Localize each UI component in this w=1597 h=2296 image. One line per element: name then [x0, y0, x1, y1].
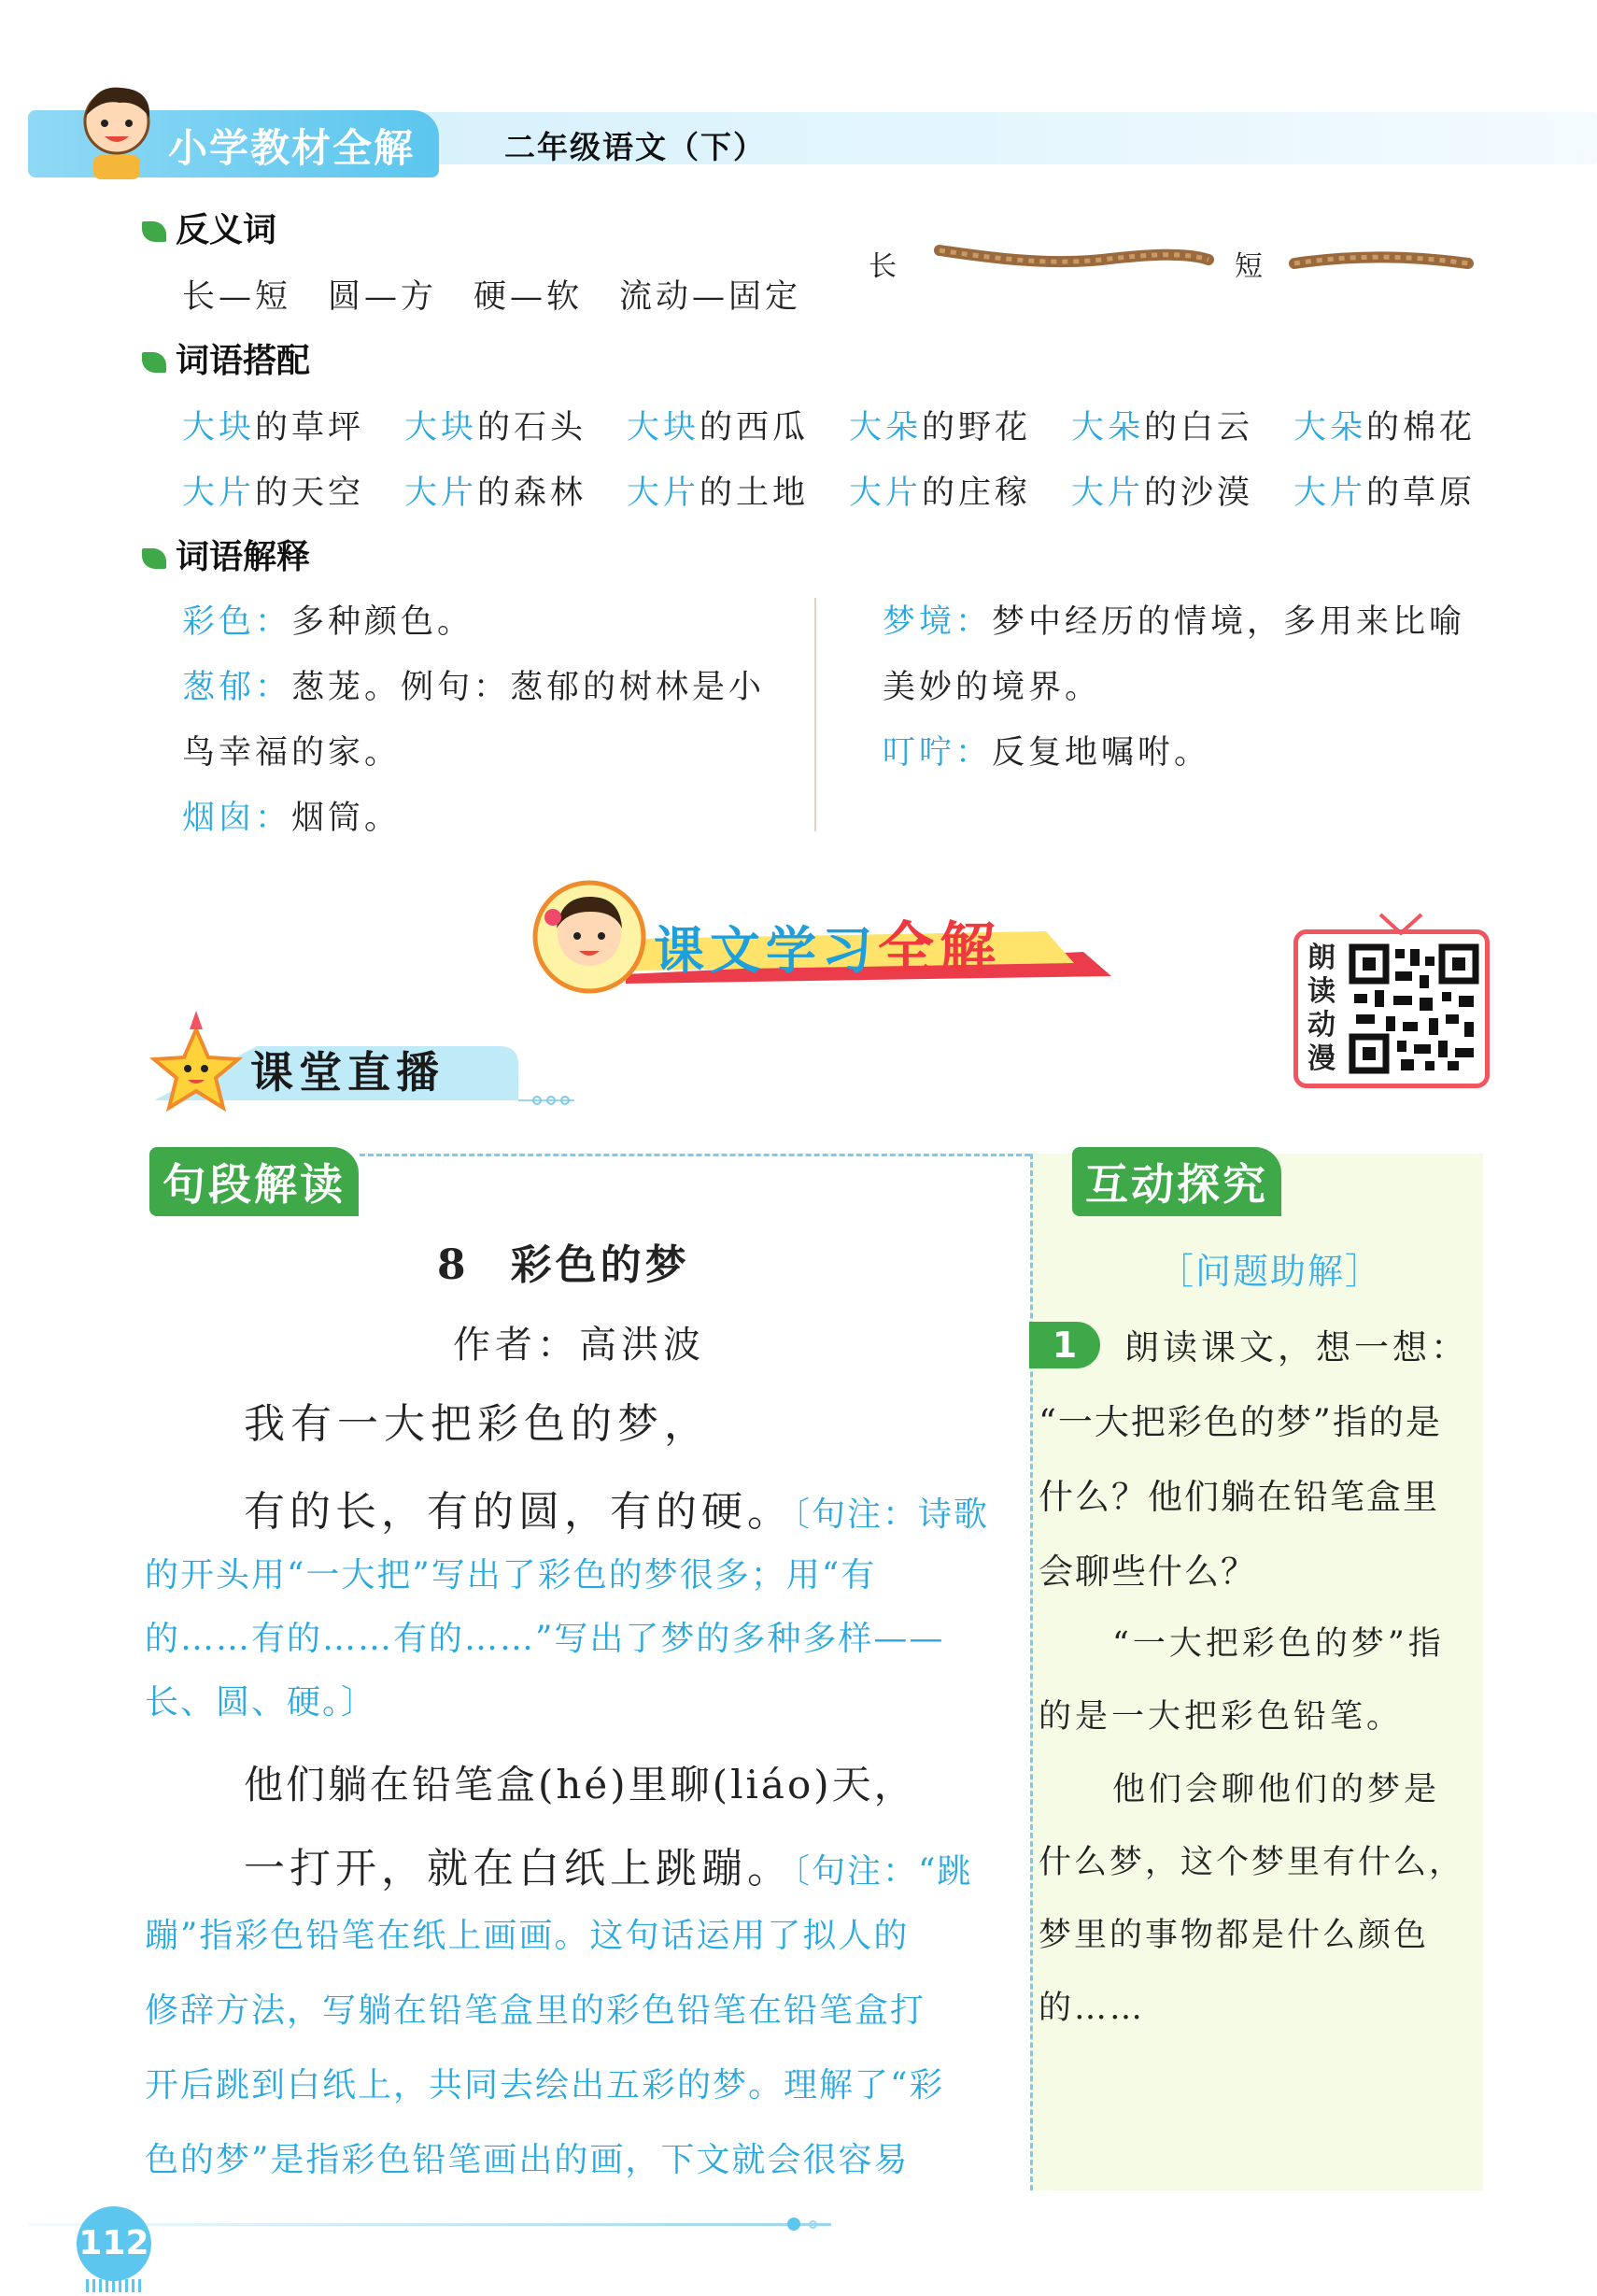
- qa-body: [1039, 1319, 1487, 2055]
- book-title: 二年级语文（下）: [504, 129, 766, 165]
- section-tag-reading: 句段解读: [149, 1147, 359, 1216]
- poem-line: 他们躺在铅笔盒(hé)里聊(liáo)天，: [244, 1762, 916, 1807]
- short-rope-icon: [1289, 241, 1476, 278]
- qa-line: 什么梦，这个梦里有什么，: [1039, 1844, 1465, 1881]
- qa-subheading: ［问题助解］: [1158, 1251, 1383, 1292]
- explanations-heading: 词语解释: [142, 531, 310, 578]
- poem-line: 有的长，有的圆，有的硬。〔句注：诗歌: [244, 1488, 990, 1536]
- qa-line: 梦里的事物都是什么颜色: [1039, 1917, 1430, 1954]
- qa-line: 会聊些什么？: [1039, 1552, 1257, 1592]
- girl-mascot-icon: [529, 876, 650, 998]
- middle-dash-line: [1030, 1154, 1033, 2190]
- antonyms-heading: 反义词: [142, 204, 276, 251]
- collocation-item: 大片的森林: [404, 475, 587, 512]
- collocation-item: 大片的草原: [1293, 475, 1477, 512]
- boy-mascot-icon: [65, 78, 168, 181]
- explanation-item: 彩色：多种颜色。: [182, 603, 474, 641]
- leaf-icon: [142, 221, 166, 242]
- lesson-number: 8: [437, 1241, 470, 1289]
- annotation-line: 的……有的……有的……”写出了梦的多种多样——: [145, 1620, 945, 1658]
- qa-line: 他们会聊他们的梦是: [1076, 1771, 1441, 1808]
- explanation-item: 梦境：梦中经历的情境，多用来比喻: [883, 603, 1466, 641]
- annotation-line: 长、圆、硬。〕: [145, 1683, 377, 1722]
- qa-line: 的是一大把彩色铅笔。: [1039, 1698, 1404, 1736]
- annotation-line: 的开头用“一大把”写出了彩色的梦很多；用“有: [145, 1556, 877, 1594]
- qa-line: 朗读课文，想一想：: [1124, 1327, 1469, 1368]
- poem-line: 我有一大把彩色的梦，: [244, 1400, 711, 1448]
- footer-dot: [809, 2220, 817, 2229]
- long-rope-icon: [934, 234, 1214, 280]
- series-title: 小学教材全解: [168, 125, 416, 171]
- qa-line: 的……: [1039, 1990, 1146, 2027]
- collocation-item: 大片的天空: [182, 475, 365, 512]
- question-number-badge: 1: [1029, 1322, 1100, 1368]
- explanation-continuation: 美妙的境界。: [883, 669, 1102, 706]
- qr-code-icon: [1349, 943, 1479, 1074]
- explanation-continuation: 鸟幸福的家。: [182, 734, 402, 772]
- footer-dot: [787, 2218, 800, 2231]
- annotation-line: 开后跳到白纸上，共同去绘出五彩的梦。理解了“彩: [145, 2066, 945, 2105]
- collocation-item: 大块的石头: [404, 409, 587, 446]
- collocations-row-2: [182, 467, 1476, 514]
- explanation-item: 烟囱：烟筒。: [182, 800, 402, 837]
- annotation-line: 蹦”指彩色铅笔在纸上画画。这句话运用了拟人的: [145, 1917, 910, 1955]
- lesson-heading: [437, 1231, 690, 1291]
- poem-body: [145, 1390, 1004, 2208]
- column-divider: [814, 598, 816, 831]
- collocation-item: 大朵的白云: [1071, 409, 1254, 446]
- collocations-row-1: [182, 402, 1476, 448]
- classroom-title: 课堂直播: [250, 1047, 445, 1098]
- section-tag-explore: 互动探究: [1072, 1147, 1281, 1216]
- short-label: 短: [1235, 250, 1263, 283]
- page-number-stripes: [86, 2279, 142, 2292]
- collocation-item: 大块的草坪: [182, 409, 365, 446]
- explanation-item: 叮咛：反复地嘱咐。: [883, 734, 1211, 772]
- collocations-heading: 词语搭配: [142, 334, 310, 382]
- lesson-author: 作者：高洪波: [453, 1324, 705, 1367]
- leaf-icon: [142, 352, 166, 373]
- banner-title: 课文学习全解: [654, 916, 1001, 982]
- qr-antenna-icon: [1373, 911, 1429, 935]
- page-number: 112: [77, 2206, 151, 2281]
- lesson-title: 彩色的梦: [510, 1241, 690, 1289]
- qa-line: “一大把彩色的梦”指的是: [1039, 1402, 1442, 1442]
- collocation-item: 大朵的野花: [849, 409, 1032, 446]
- collocation-item: 大片的沙漠: [1071, 475, 1254, 512]
- explanation-item: 葱郁：葱茏。例句：葱郁的树林是小: [182, 669, 766, 706]
- collocation-item: 大朵的棉花: [1293, 409, 1477, 446]
- collocation-item: 大片的庄稼: [849, 475, 1032, 512]
- qa-line: “一大把彩色的梦”指: [1076, 1625, 1445, 1663]
- qr-label: 朗 读 动 漫: [1307, 942, 1336, 1075]
- qr-card[interactable]: [1293, 929, 1490, 1088]
- top-dash-line: [360, 1154, 1030, 1156]
- annotation-line: 色的梦”是指彩色铅笔画出的画，下文就会很容易: [145, 2141, 910, 2179]
- antonyms-line: 长—短 圆—方 硬—软 流动—固定: [182, 278, 802, 316]
- long-label: 长: [869, 250, 897, 283]
- collocation-item: 大片的土地: [627, 475, 810, 512]
- leaf-icon: [142, 548, 166, 569]
- collocation-item: 大块的西瓜: [627, 409, 810, 446]
- qa-line: 什么？他们躺在铅笔盒里: [1039, 1477, 1439, 1517]
- poem-line: 一打开，就在白纸上跳蹦。〔句注：“跳: [244, 1845, 973, 1892]
- annotation-line: 修辞方法，写躺在铅笔盒里的彩色铅笔在铅笔盒打: [145, 1991, 926, 2030]
